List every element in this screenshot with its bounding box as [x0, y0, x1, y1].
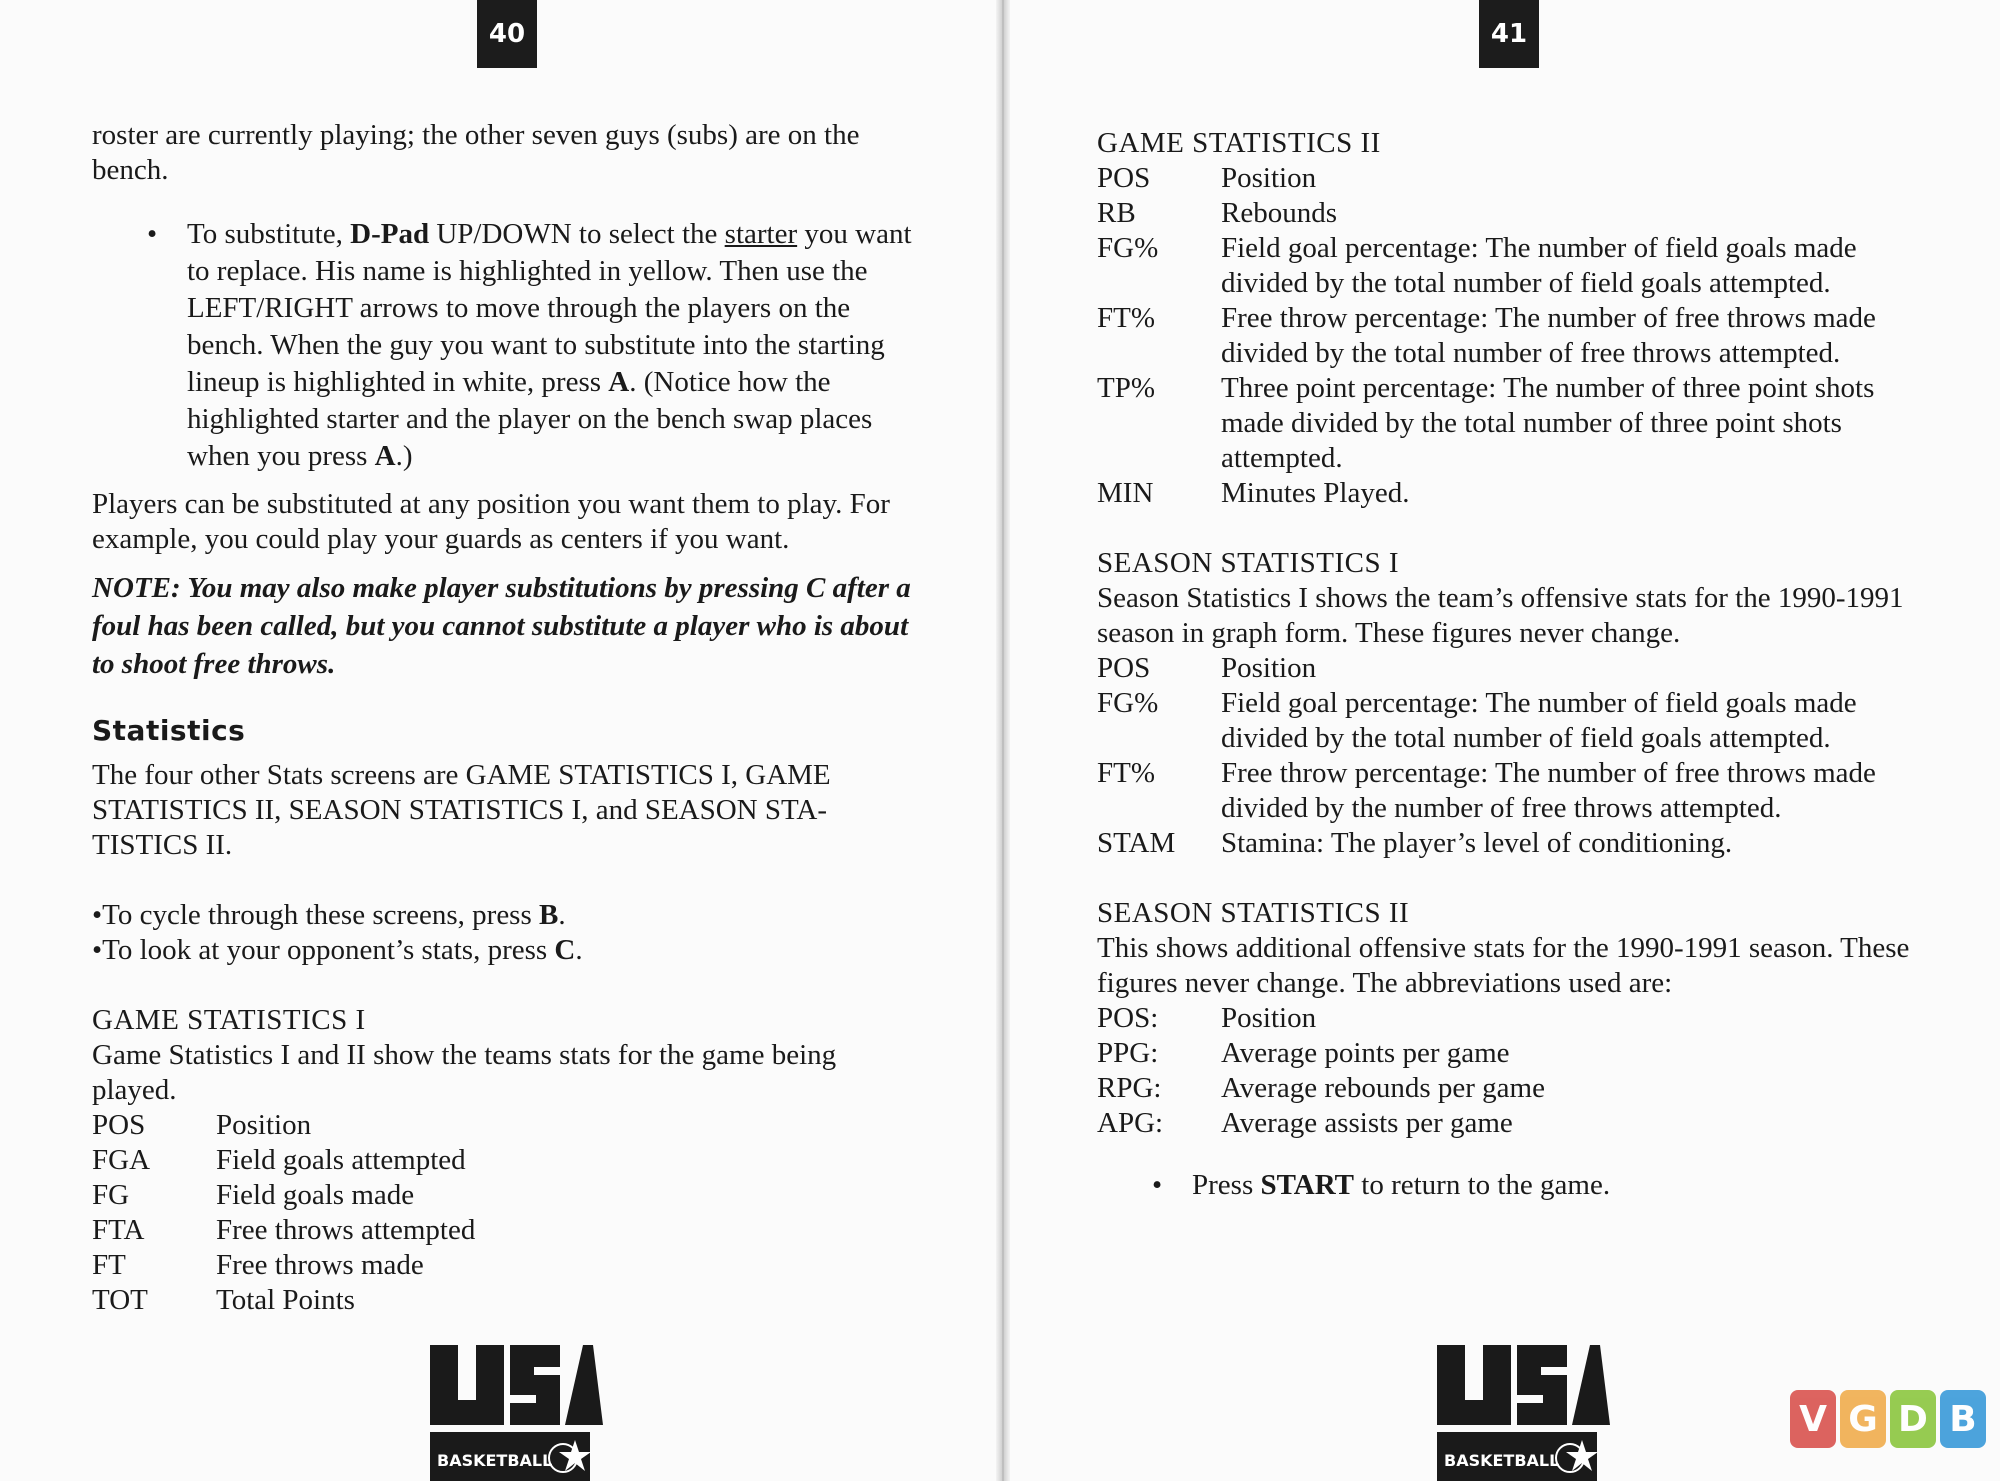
abbr-value: Free throw percentage: The number of free throws made divided by the total number of free throws attempted. [1221, 302, 1876, 369]
players-paragraph: Players can be substituted at any position you want them to play. For example, you could play your guards as centers if you want. [92, 488, 890, 555]
game-stats-1-title: GAME STATISTICS I [92, 1004, 366, 1036]
page-number-right: 41 [1479, 0, 1539, 68]
abbr-row [1097, 371, 1927, 476]
stats-paragraph: The four other Stats screens are GAME STATISTICS I, GAME STATISTICS II, SEASON STATISTICS I, and SEASON STA-TISTICS II. [92, 759, 831, 861]
abbr-row [1097, 476, 1927, 511]
abbr-key: STAM [1097, 827, 1176, 859]
abbr-row [1097, 1001, 1927, 1036]
abbr-value: Field goal percentage: The number of field goals made divided by the total number of field goals attempted. [1221, 687, 1857, 754]
abbr-key: FTA [92, 1214, 145, 1246]
abbr-row [92, 1108, 922, 1143]
page-number-left: 40 [477, 0, 537, 68]
abbr-row [92, 1178, 922, 1213]
game-stats-2-list [1097, 161, 1927, 511]
vgdb-letter-v: V [1790, 1390, 1836, 1448]
logo-text-right: BASKETBALL [1444, 1451, 1560, 1470]
abbr-key: PPG: [1097, 1037, 1159, 1069]
abbr-value: Free throws attempted [216, 1214, 476, 1246]
right-page-content [1097, 126, 1927, 1204]
opponent-key: C [554, 934, 576, 966]
abbr-value: Position [1221, 162, 1317, 194]
abbr-row [1097, 161, 1927, 196]
abbr-key: FG [92, 1179, 130, 1211]
abbr-value: Total Points [216, 1284, 355, 1316]
abbr-row [1097, 1106, 1927, 1141]
sub-text-2: UP/DOWN to select the [429, 218, 725, 250]
sub-text-1: To substitute, [187, 218, 351, 250]
logo-text-left: BASKETBALL [437, 1451, 553, 1470]
abbr-value: Average rebounds per game [1221, 1072, 1545, 1104]
intro-paragraph: roster are currently playing; the other seven guys (subs) are on the bench. [92, 119, 860, 186]
cycle-end: . [558, 899, 566, 931]
note-paragraph: NOTE: You may also make player substitutions by pressing C after a foul has been called, but you cannot substitute a player who is about to shoot free throws. [92, 572, 911, 680]
season-stats-1-list [1097, 651, 1927, 861]
abbr-key: FGA [92, 1144, 151, 1176]
usa-basketball-logo-right [1432, 1340, 1612, 1481]
left-page-content [92, 118, 922, 1318]
sub-text-5: .) [395, 440, 413, 472]
abbr-key: TP% [1097, 372, 1155, 404]
abbr-row [1097, 686, 1927, 756]
sub-text-3: you want to replace. His name is highlighted in yellow. Then use the LEFT/RIGHT arrows to move through the players on the bench. When the guy you want to substitute into the starting lineup is highlighted in white, press [187, 218, 912, 398]
abbr-key: POS [92, 1109, 146, 1141]
abbr-value: Field goals attempted [216, 1144, 466, 1176]
vgdb-letter-d: D [1890, 1390, 1936, 1448]
game-stats-1-list [92, 1108, 922, 1318]
abbr-value: Minutes Played. [1221, 477, 1410, 509]
abbr-value: Position [216, 1109, 312, 1141]
sub-key-a-2: A [374, 440, 396, 472]
abbr-key: APG: [1097, 1107, 1164, 1139]
start-key: START [1260, 1169, 1355, 1201]
substitute-bullet [92, 216, 922, 475]
abbr-value: Position [1221, 1002, 1317, 1034]
abbr-value: Stamina: The player’s level of conditioning. [1221, 827, 1733, 859]
abbr-value: Field goals made [216, 1179, 415, 1211]
season-stats-2-title: SEASON STATISTICS II [1097, 897, 1410, 929]
opponent-text: •To look at your opponent’s stats, press [92, 934, 555, 966]
abbr-key: FT% [1097, 757, 1155, 789]
abbr-value: Free throws made [216, 1249, 424, 1281]
abbr-row [92, 1213, 922, 1248]
game-stats-2-title: GAME STATISTICS II [1097, 127, 1381, 159]
cycle-key: B [539, 899, 559, 931]
abbr-key: TOT [92, 1284, 148, 1316]
sub-key-a: A [608, 366, 630, 398]
abbr-value: Free throw percentage: The number of free throws made divided by the number of free throws attempted. [1221, 757, 1876, 824]
abbr-key: FG% [1097, 687, 1159, 719]
abbr-key: RPG: [1097, 1072, 1162, 1104]
abbr-value: Three point percentage: The number of three point shots made divided by the total number of three point shots attempted. [1221, 372, 1875, 474]
statistics-heading: Statistics [92, 714, 246, 747]
cycle-instruction [92, 898, 922, 933]
start-bullet [1097, 1167, 1927, 1204]
abbr-row [1097, 826, 1927, 861]
abbr-row [1097, 651, 1927, 686]
abbr-key: RB [1097, 197, 1136, 229]
opponent-end: . [575, 934, 583, 966]
abbr-row [1097, 231, 1927, 301]
season-stats-1-desc: Season Statistics I shows the team’s offensive stats for the 1990-1991 season in graph form. These figures never change. [1097, 582, 1904, 649]
start-text: Press [1192, 1169, 1261, 1201]
abbr-row [92, 1248, 922, 1283]
abbr-value: Position [1221, 652, 1317, 684]
abbr-row [1097, 301, 1927, 371]
abbr-key: FT% [1097, 302, 1155, 334]
abbr-key: POS [1097, 162, 1151, 194]
sub-text-4: . (Notice how the highlighted starter and the player on the bench swap places when you press [187, 366, 873, 472]
book-gutter [996, 0, 1010, 1481]
vgdb-watermark [1790, 1390, 1990, 1448]
abbr-value: Average assists per game [1221, 1107, 1513, 1139]
abbr-key: FT [92, 1249, 126, 1281]
game-stats-1-desc: Game Statistics I and II show the teams stats for the game being played. [92, 1039, 837, 1106]
season-stats-2-desc: This shows additional offensive stats for the 1990-1991 season. These figures never change. The abbreviations used are: [1097, 932, 1910, 999]
usa-basketball-logo-left [425, 1340, 605, 1481]
abbr-row [1097, 1036, 1927, 1071]
vgdb-letter-b: B [1940, 1390, 1986, 1448]
abbr-row [1097, 196, 1927, 231]
abbr-row [1097, 1071, 1927, 1106]
abbr-key: POS: [1097, 1002, 1159, 1034]
vgdb-letter-g: G [1840, 1390, 1886, 1448]
abbr-key: MIN [1097, 477, 1154, 509]
abbr-key: POS [1097, 652, 1151, 684]
abbr-row [92, 1143, 922, 1178]
season-stats-2-list [1097, 1001, 1927, 1141]
season-stats-1-title: SEASON STATISTICS I [1097, 547, 1400, 579]
start-end: to return to the game. [1354, 1169, 1611, 1201]
abbr-value: Field goal percentage: The number of field goals made divided by the total number of field goals attempted. [1221, 232, 1857, 299]
sub-underline-starter: starter [724, 218, 798, 250]
abbr-value: Average points per game [1221, 1037, 1510, 1069]
opponent-instruction [92, 933, 922, 968]
abbr-row [1097, 756, 1927, 826]
sub-key-dpad: D-Pad [350, 218, 430, 250]
abbr-row [92, 1283, 922, 1318]
abbr-value: Rebounds [1221, 197, 1337, 229]
abbr-key: FG% [1097, 232, 1159, 264]
cycle-text: •To cycle through these screens, press [92, 899, 540, 931]
